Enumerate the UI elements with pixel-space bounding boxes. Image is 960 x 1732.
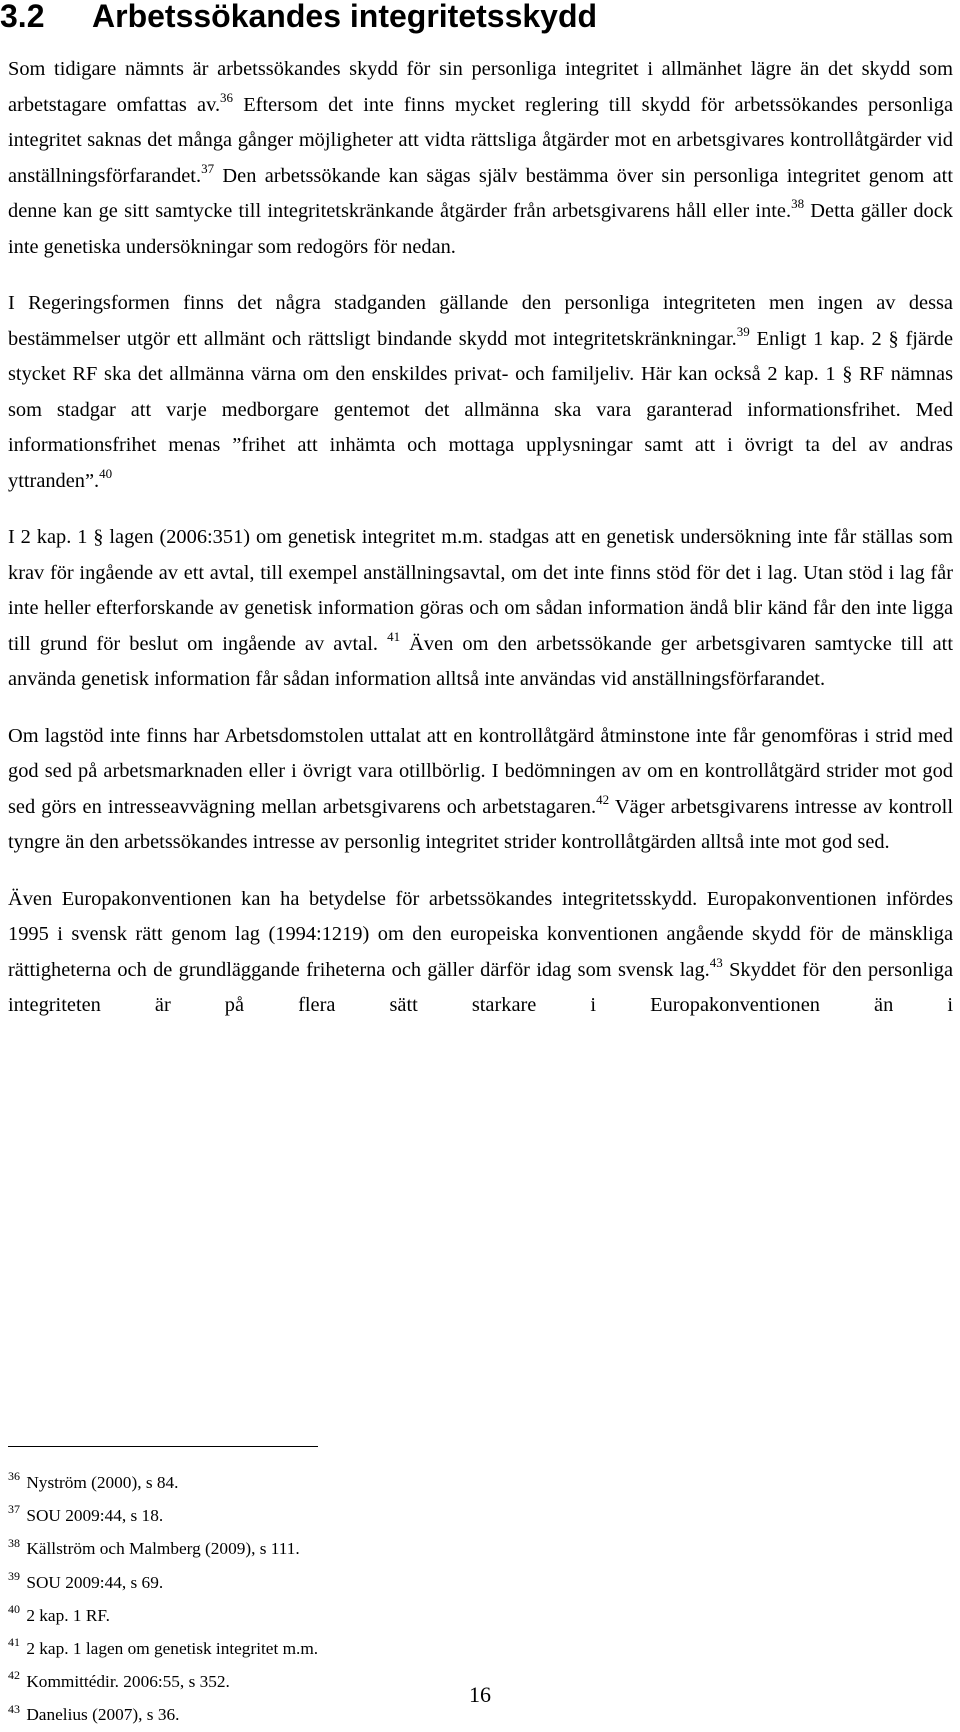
footnote-reference[interactable]: 41 <box>387 628 401 644</box>
text-run: Väger arbetsgivarens intresse av kontroll tyngre än den arbetssökandes intresse av personlig integritet strider kontrollåtgärden alltså inte mot god sed. <box>8 795 953 853</box>
footnote-text: 2 kap. 1 RF. <box>26 1605 110 1625</box>
body-text <box>8 52 953 1024</box>
footnote-text: SOU 2009:44, s 18. <box>26 1506 164 1526</box>
section-title: Arbetssökandes integritetsskydd <box>92 0 598 34</box>
text-run: Eftersom det inte finns mycket reglering till skydd för arbetssökandes personliga integritet saknas det många gånger möjligheter att vidta rättsliga åtgärder mot en arbetsgivares kontrollåtgärder vid anställningsförfarandet. <box>8 93 953 187</box>
footnote-divider <box>8 1446 318 1447</box>
footnote-item <box>8 1532 908 1565</box>
footnote-text: Nyström (2000), s 84. <box>26 1473 179 1492</box>
text-run: Även om den arbetssökande ger arbetsgivaren samtycke till att använda genetisk information får sådan information alltså inte användas vid anställningsförfarandet. <box>8 632 953 690</box>
footnote-number: 37 <box>8 1502 20 1517</box>
body-paragraph <box>8 719 953 861</box>
footnote-text: SOU 2009:44, s 69. <box>26 1572 164 1592</box>
footnote-number: 38 <box>8 1535 20 1550</box>
footnote-text: Danelius (2007), s 36. <box>26 1705 180 1725</box>
footnote-item <box>8 1566 908 1599</box>
footnote-number: 39 <box>8 1568 20 1583</box>
footnote-number: 42 <box>8 1668 20 1683</box>
footnote-item <box>8 1632 908 1665</box>
text-run: Även Europakonventionen kan ha betydelse för arbetssökandes integritetsskydd. Europakonventionen infördes 1995 i svensk rätt genom lag (1994:1219) om den europeiska konventionen angående skydd för de mänskliga rättigheterna och de grundläggande friheterna och gäller därför idag som svensk lag. <box>8 887 953 981</box>
body-paragraph <box>8 882 953 1024</box>
page-number: 16 <box>469 1682 491 1707</box>
text-run: I Regeringsformen finns det några stadganden gällande den personliga integriteten men ingen av dessa bestämmelser utgör ett allmänt och rättsligt bindande skydd mot integritetskränkningar. <box>8 292 953 350</box>
footnote-number: 40 <box>8 1602 20 1617</box>
body-paragraph <box>8 520 953 698</box>
body-paragraph <box>8 52 953 265</box>
text-run: Skyddet för den personliga integriteten är på flera sätt starkare i Europakonventionen än i <box>8 958 953 1016</box>
footnote-number: 36 <box>8 1469 20 1484</box>
footnote-number: 41 <box>8 1635 20 1650</box>
section-number: 3.2 <box>0 0 45 34</box>
section-heading <box>0 0 597 34</box>
text-run: Detta gäller dock inte genetiska undersökningar som redogörs för nedan. <box>8 200 953 258</box>
footnote-text: Kommittédir. 2006:55, s 352. <box>26 1672 230 1692</box>
footnote-reference[interactable]: 42 <box>596 791 610 807</box>
text-run: Den arbetssökande kan sägas själv bestämma över sin personliga integritet genom att denne kan ge sitt samtycke till integritetskränkande åtgärder från arbetsgivarens håll eller inte. <box>8 164 953 222</box>
text-run: Enligt 1 kap. 2 § fjärde stycket RF ska det allmänna värna om den enskildes privat- och familjeliv. Här kan också 2 kap. 1 § RF nämnas som stadgar att varje medborgare gentemot det allmänna ska vara garanterad informationsfrihet. Med informationsfrihet menas ”frihet att inhämta och mottaga upplysningar samt att i övrigt ta del av andras yttranden”. <box>8 327 953 492</box>
text-run: Om lagstöd inte finns har Arbetsdomstolen uttalat att en kontrollåtgärd åtminstone inte får genomföras i strid med god sed på arbetsmarknaden eller i övrigt vara otillbörlig. I bedömningen av om en kontrollåtgärd strider mot god sed görs en intresseavvägning mellan arbetsgivarens och arbetstagaren. <box>8 724 953 818</box>
footnote-text: Källström och Malmberg (2009), s 111. <box>26 1539 300 1559</box>
footnote-number: 43 <box>8 1701 20 1716</box>
footnote-reference[interactable]: 37 <box>201 160 215 176</box>
footnote-reference[interactable]: 39 <box>736 323 750 339</box>
text-run: Som tidigare nämnts är arbetssökandes skydd för sin personliga integritet i allmänhet lägre än det skydd som arbetstagare omfattas av. <box>8 58 953 116</box>
body-paragraph <box>8 286 953 499</box>
footnote-text: 2 kap. 1 lagen om genetisk integritet m.m. <box>26 1639 319 1659</box>
footnote-reference[interactable]: 36 <box>220 89 234 105</box>
footnote-reference[interactable]: 43 <box>709 954 723 970</box>
footnote-item <box>8 1466 908 1499</box>
footnote-reference[interactable]: 38 <box>791 196 805 212</box>
footnote-reference[interactable]: 40 <box>99 465 113 481</box>
footnote-item <box>8 1499 908 1532</box>
footnote-item <box>8 1599 908 1632</box>
text-run: I 2 kap. 1 § lagen (2006:351) om genetisk integritet m.m. stadgas att en genetisk undersökning inte får ställas som krav för ingående av ett avtal, till exempel anställningsavtal, om det inte finns stöd för det i lag. Utan stöd i lag får inte heller efterforskande av genetisk information göras och om sådan information ändå blir känd får den inte ligga till grund för beslut om ingående av avtal. <box>8 526 953 655</box>
